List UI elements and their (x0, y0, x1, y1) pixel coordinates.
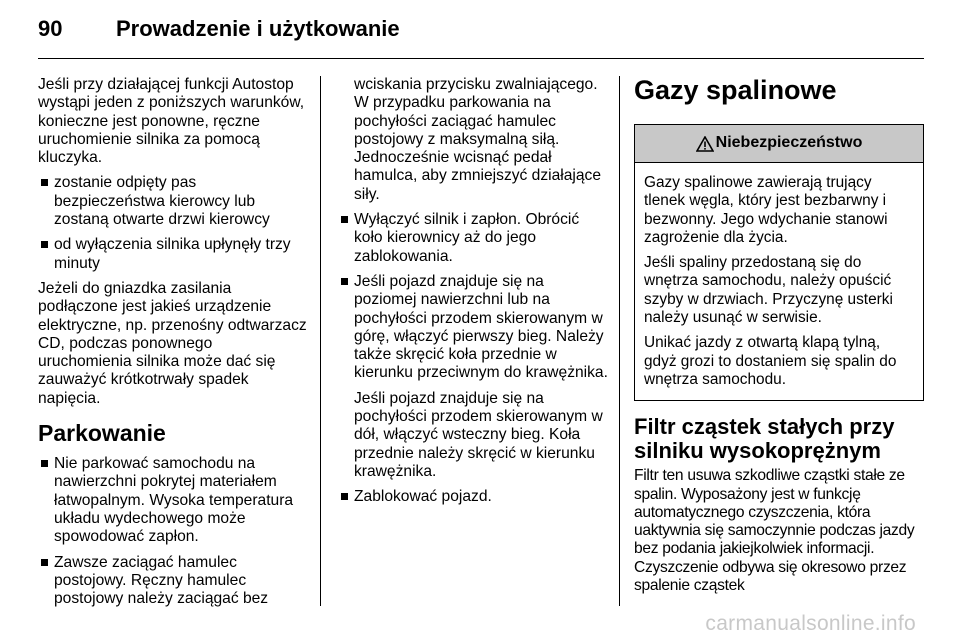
list-item: Wyłączyć silnik i zapłon. Obrócić koło kierownicy aż do jego zablokowania. (338, 211, 608, 266)
danger-box (634, 124, 924, 401)
danger-header (635, 125, 923, 163)
danger-paragraph: Gazy spalinowe zawierają trujący tlenek węgla, który jest bezbarwny i bezwonny. Jego wdychanie stanowi zagrożenie dla życia. (644, 174, 888, 246)
power-socket-paragraph: Jeżeli do gniazdka zasilania podłączone jest jakieś urządzenie elektryczne, np. przenośny odtwarzacz CD, podczas ponownego uruchomienia silnika może dać się zauważyć krótkotrwały spadek napięcia. (38, 279, 307, 407)
list-item: zostanie odpięty pas bezpieczeństwa kierowcy lub zostaną otwarte drzwi kierowcy (38, 174, 310, 229)
watermark: carmanualsonline.info (705, 612, 916, 635)
danger-paragraph: Jeśli spaliny przedostaną się do wnętrza samochodu, należy opuścić szyby w drzwiach. Przyczynę usterki należy usunąć w serwisie. (644, 254, 893, 327)
warning-icon (696, 136, 714, 152)
danger-body (635, 163, 923, 400)
column-2 (338, 76, 608, 514)
particle-filter-heading: Filtr cząstek stałych przy silniku wysokoprężnym (634, 414, 895, 464)
column-divider-1 (320, 76, 321, 606)
danger-label: Niebezpieczeństwo (715, 134, 863, 152)
particle-filter-paragraph: Filtr ten usuwa szkodliwe cząstki stałe ze spalin. Wyposażony jest w funkcję automatycznego czyszczenia, która uaktywnia się samoczynnie podczas jazdy bez podania jakiejkolwiek informacji. Czyszczenie odbywa się okresowo przez spalenie cząstek (634, 467, 915, 595)
exhaust-heading: Gazy spalinowe (634, 75, 837, 105)
column-divider-2 (619, 76, 620, 606)
parking-heading: Parkowanie (38, 420, 166, 447)
list-item: Zawsze zaciągać hamulec postojowy. Ręczny hamulec postojowy należy zaciągać bez (38, 554, 310, 609)
danger-paragraph: Unikać jazdy z otwartą klapą tylną, gdyż grozi to dostaniem się spalin do wnętrza samochodu. (644, 334, 897, 388)
list-item: Nie parkować samochodu na nawierzchni pokrytej materiałem łatwopalnym. Wysoka temperatura układu wydechowego może spowodować zapłon. (38, 455, 310, 546)
downhill-paragraph: Jeśli pojazd znajduje się na pochyłości przodem skierowanym w dół, włączyć wsteczny bieg. Koła przednie należy skręcić w kierunku krawężnika. (354, 389, 603, 480)
list-item: od wyłączenia silnika upłynęły trzy minuty (38, 236, 310, 273)
page-header (38, 16, 400, 46)
header-rule (38, 58, 924, 59)
page-title: Prowadzenie i użytkowanie (116, 16, 400, 41)
list-item: Zablokować pojazd. (338, 488, 608, 506)
continued-paragraph: wciskania przycisku zwalniającego. W przypadku parkowania na pochyłości zaciągać hamulec postojowy z maksymalną siłą. Jednocześnie wcisnąć pedał hamulca, aby zmniejszyć działające siły. (354, 76, 602, 203)
column-3 (634, 76, 924, 602)
list-item: Jeśli pojazd znajduje się na poziomej nawierzchni lub na pochyłości przodem skierowanym w górę, włączyć pierwszy bieg. Należy także skręcić koła przednie w kierunku przeciwnym do krawężnika. (338, 273, 608, 383)
autostop-intro: Jeśli przy działającej funkcji Autostop wystąpi jeden z poniższych warunków, konieczne jest ponowne, ręczne uruchomienie silnika za pomocą kluczyka. (38, 76, 305, 167)
page-number: 90 (38, 16, 63, 41)
column-1 (38, 76, 310, 615)
